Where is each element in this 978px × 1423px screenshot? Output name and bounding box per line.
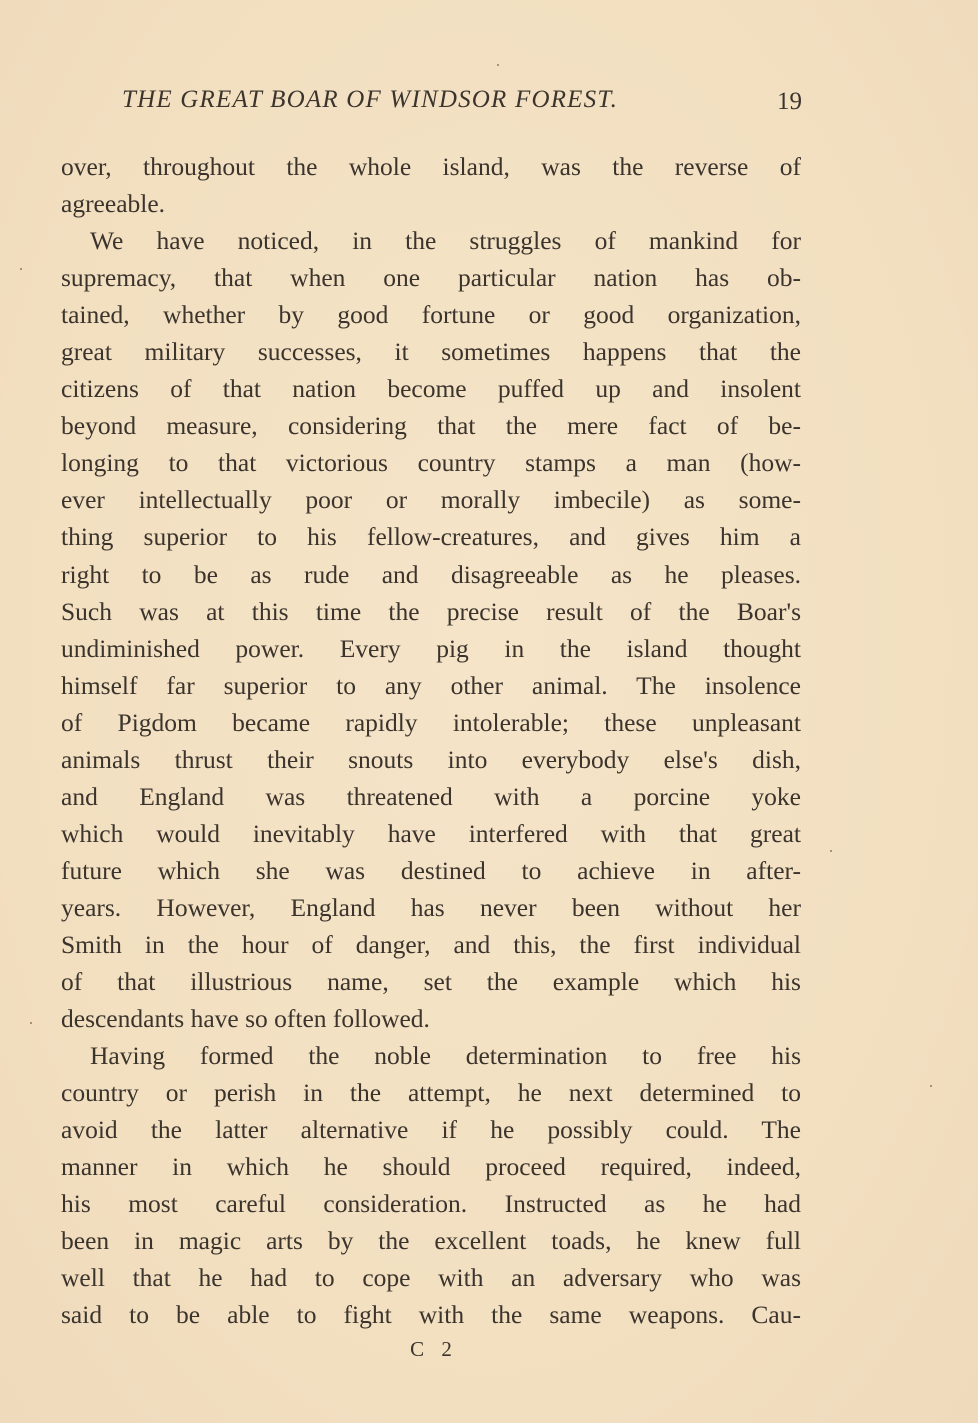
text-line: undiminished power. Every pig in the island thought: [61, 633, 801, 663]
text-line: his most careful consideration. Instructed as he had: [61, 1189, 801, 1219]
page-number: 19: [777, 88, 802, 115]
text-line: right to be as rude and disagreeable as he pleases.: [61, 559, 801, 589]
text-line: ever intellectually poor or morally imbecile) as some-: [61, 485, 801, 515]
scan-speck: [20, 268, 22, 270]
text-line: thing superior to his fellow-creatures, and gives him a: [61, 522, 801, 552]
text-line: tained, whether by good fortune or good organization,: [61, 300, 801, 330]
text-line: longing to that victorious country stamps a man (how-: [61, 448, 801, 478]
text-line: and England was threatened with a porcine yoke: [61, 781, 801, 811]
text-line: avoid the latter alternative if he possibly could. The: [61, 1115, 801, 1145]
text-line: supremacy, that when one particular nation has ob-: [61, 263, 801, 293]
signature-mark: C 2: [410, 1337, 458, 1361]
text-line: himself far superior to any other animal. The insolence: [61, 670, 801, 700]
text-line: Such was at this time the precise result of the Boar's: [61, 596, 801, 626]
text-line: manner in which he should proceed required, indeed,: [61, 1152, 801, 1182]
text-line: We have noticed, in the struggles of mankind for: [90, 226, 801, 256]
body-text: [61, 148, 801, 1334]
scan-speck: [930, 1085, 932, 1087]
text-line: great military successes, it sometimes happens that the: [61, 337, 801, 367]
text-line: well that he had to cope with an adversary who was: [61, 1263, 801, 1293]
text-line: beyond measure, considering that the mere fact of be-: [61, 411, 801, 441]
running-title: THE GREAT BOAR OF WINDSOR FOREST.: [122, 86, 619, 113]
text-line: agreeable.: [61, 189, 166, 219]
scan-speck: [497, 64, 499, 66]
text-line: descendants have so often followed.: [61, 1004, 430, 1034]
text-line: been in magic arts by the excellent toads, he knew full: [61, 1226, 801, 1256]
text-line: of that illustrious name, set the example which his: [61, 967, 801, 997]
text-line: citizens of that nation become puffed up and insolent: [61, 374, 801, 404]
text-line: country or perish in the attempt, he next determined to: [61, 1078, 801, 1108]
text-line: future which she was destined to achieve in after-: [61, 855, 801, 885]
text-line: Smith in the hour of danger, and this, the first individual: [61, 929, 801, 959]
page-header: [122, 86, 802, 122]
scan-speck: [30, 1022, 32, 1024]
text-line: of Pigdom became rapidly intolerable; these unpleasant: [61, 707, 801, 737]
text-line: animals thrust their snouts into everybody else's dish,: [61, 744, 801, 774]
scan-speck: [830, 850, 832, 852]
text-line: Having formed the noble determination to free his: [90, 1041, 801, 1071]
text-line: over, throughout the whole island, was the reverse of: [61, 152, 801, 181]
text-line: years. However, England has never been without her: [61, 892, 801, 922]
text-line: which would inevitably have interfered with that great: [61, 818, 801, 848]
text-line: said to be able to fight with the same weapons. Cau-: [61, 1300, 801, 1330]
